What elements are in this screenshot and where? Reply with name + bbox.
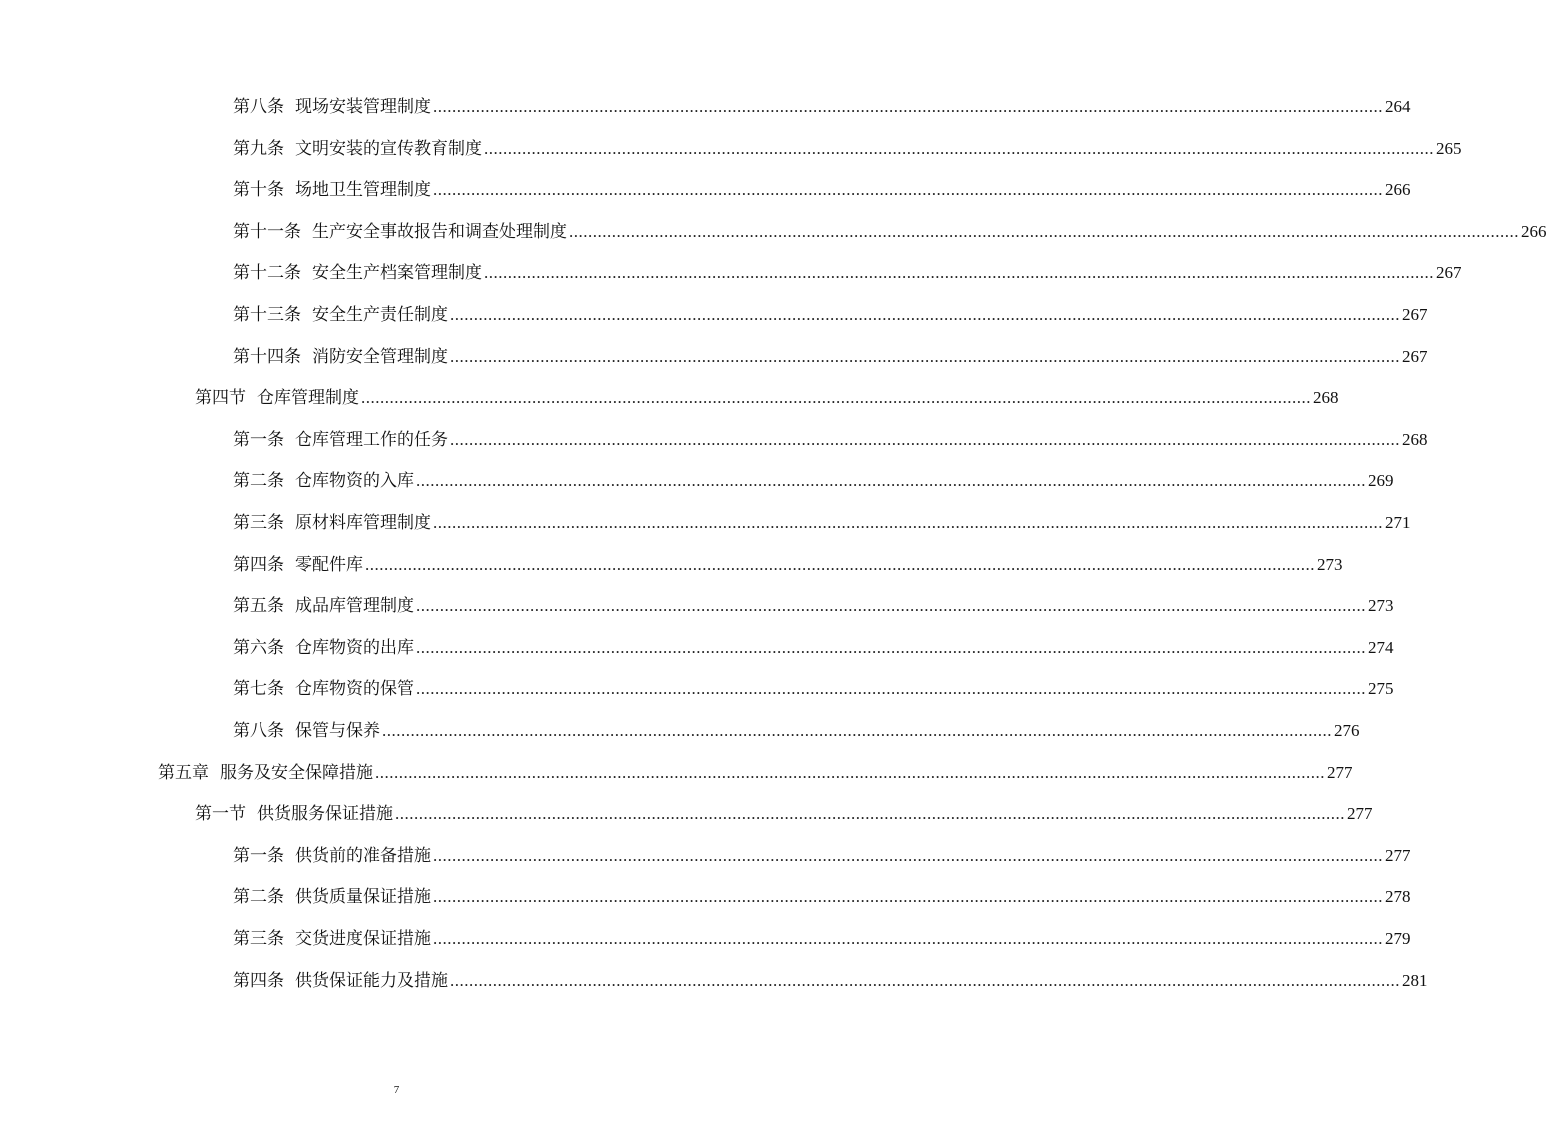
toc-entry-title: 生产安全事故报告和调查处理制度: [312, 221, 567, 242]
toc-entry-section[interactable]: [195, 383, 1339, 413]
toc-entry-title: 供货保证能力及措施: [295, 970, 448, 991]
toc-dot-leader: ........................................................................................................................................................................................................: [450, 305, 1400, 324]
toc-entry-number: 第二条: [233, 471, 284, 492]
toc-entry-article[interactable]: [233, 466, 1394, 496]
toc-entry-page: 267: [1436, 263, 1462, 283]
toc-dot-leader: ........................................................................................................................................................................................................: [416, 471, 1366, 491]
toc-entry-title: 安全生产责任制度: [312, 305, 448, 325]
toc-entry-page: 278: [1385, 887, 1411, 907]
toc-dot-leader: ........................................................................................................................................................................................................: [395, 804, 1345, 824]
toc-entry-number: 第三条: [233, 513, 284, 533]
toc-entry-article[interactable]: [233, 175, 1411, 205]
toc-entry-article[interactable]: [233, 633, 1394, 663]
toc-entry-title: 服务及安全保障措施: [220, 762, 373, 783]
toc-dot-leader: ........................................................................................................................................................................................................: [484, 138, 1434, 158]
toc-entry-title: 仓库物资的保管: [295, 679, 414, 700]
toc-entry-title: 原材料库管理制度: [295, 513, 431, 533]
toc-entry-page: 274: [1368, 637, 1394, 657]
toc-entry-page: 281: [1402, 970, 1428, 990]
toc-dot-leader: ........................................................................................................................................................................................................: [433, 513, 1383, 532]
toc-entry-title: 消防安全管理制度: [312, 346, 448, 367]
toc-entry-number: 第五条: [233, 596, 284, 617]
toc-entry-title: 供货质量保证措施: [295, 887, 431, 908]
toc-entry-page: 269: [1368, 471, 1394, 491]
toc-entry-title: 交货进度保证措施: [295, 929, 431, 949]
toc-entry-title: 现场安装管理制度: [295, 97, 431, 117]
toc-entry-title: 文明安装的宣传教育制度: [295, 138, 482, 159]
toc-entry-page: 276: [1334, 721, 1360, 740]
toc-dot-leader: ........................................................................................................................................................................................................: [433, 180, 1383, 200]
toc-entry-article[interactable]: [233, 550, 1343, 580]
toc-entry-article[interactable]: [233, 425, 1428, 455]
toc-entry-number: 第三条: [233, 929, 284, 949]
toc-entry-article[interactable]: [233, 591, 1394, 621]
toc-entry-article[interactable]: [233, 134, 1462, 164]
toc-entry-number: 第八条: [233, 721, 284, 741]
toc-dot-leader: ........................................................................................................................................................................................................: [450, 346, 1400, 366]
toc-entry-article[interactable]: [233, 674, 1394, 704]
toc-entry-page: 268: [1313, 388, 1339, 408]
toc-entry-page: 273: [1317, 554, 1343, 574]
toc-entry-page: 273: [1368, 596, 1394, 616]
toc-entry-number: 第四条: [233, 970, 284, 991]
toc-entry-article[interactable]: [233, 258, 1462, 288]
toc-entry-number: 第八条: [233, 97, 284, 117]
toc-entry-title: 保管与保养: [295, 721, 380, 741]
toc-entry-article[interactable]: [233, 882, 1411, 912]
toc-entry-title: 供货服务保证措施: [257, 804, 393, 825]
toc-entry-number: 第五章: [158, 762, 209, 783]
toc-entry-number: 第六条: [233, 637, 284, 658]
toc-entry-title: 仓库管理工作的任务: [295, 429, 448, 450]
toc-dot-leader: ........................................................................................................................................................................................................: [365, 554, 1315, 574]
toc-dot-leader: ........................................................................................................................................................................................................: [416, 637, 1366, 657]
toc-entry-article[interactable]: [233, 966, 1428, 996]
toc-entry-section[interactable]: [195, 799, 1373, 829]
toc-entry-title: 安全生产档案管理制度: [312, 263, 482, 284]
toc-dot-leader: ........................................................................................................................................................................................................: [375, 762, 1325, 782]
toc-entry-title: 供货前的准备措施: [295, 845, 431, 866]
toc-entry-number: 第十条: [233, 180, 284, 201]
toc-entry-page: 268: [1402, 429, 1428, 449]
toc-entry-article[interactable]: [233, 508, 1411, 538]
toc-entry-number: 第二条: [233, 887, 284, 908]
toc-entry-number: 第九条: [233, 138, 284, 159]
toc-entry-page: 271: [1385, 513, 1411, 532]
toc-dot-leader: ........................................................................................................................................................................................................: [433, 887, 1383, 907]
toc-dot-leader: ........................................................................................................................................................................................................: [433, 97, 1383, 116]
toc-dot-leader: ........................................................................................................................................................................................................: [484, 263, 1434, 283]
toc-entry-title: 仓库物资的出库: [295, 637, 414, 658]
toc-dot-leader: ........................................................................................................................................................................................................: [361, 388, 1311, 408]
toc-dot-leader: ........................................................................................................................................................................................................: [416, 679, 1366, 699]
toc-dot-leader: ........................................................................................................................................................................................................: [382, 721, 1332, 740]
page-number: 7: [393, 1084, 400, 1096]
toc-dot-leader: ........................................................................................................................................................................................................: [450, 429, 1400, 449]
toc-entry-page: 266: [1385, 180, 1411, 200]
toc-entry-article[interactable]: [233, 716, 1360, 746]
toc-entry-title: 零配件库: [295, 554, 363, 575]
toc-entry-number: 第七条: [233, 679, 284, 700]
toc-entry-article[interactable]: [233, 300, 1428, 330]
toc-entry-article[interactable]: [233, 92, 1411, 122]
toc-entry-number: 第十一条: [233, 221, 301, 242]
toc-entry-page: 277: [1327, 762, 1353, 782]
toc-entry-article[interactable]: [233, 841, 1411, 871]
toc-entry-number: 第十三条: [233, 305, 301, 325]
toc-entry-page: 265: [1436, 138, 1462, 158]
toc-entry-page: 267: [1402, 346, 1428, 366]
toc-entry-title: 仓库物资的入库: [295, 471, 414, 492]
toc-entry-number: 第十四条: [233, 346, 301, 367]
toc-entry-title: 成品库管理制度: [295, 596, 414, 617]
toc-entry-number: 第一条: [233, 429, 284, 450]
toc-entry-number: 第四节: [195, 388, 246, 409]
toc-dot-leader: ........................................................................................................................................................................................................: [569, 221, 1519, 241]
toc-entry-page: 266: [1521, 221, 1547, 241]
toc-entry-number: 第十二条: [233, 263, 301, 284]
toc-dot-leader: ........................................................................................................................................................................................................: [450, 970, 1400, 990]
toc-dot-leader: ........................................................................................................................................................................................................: [433, 845, 1383, 865]
toc-entry-page: 279: [1385, 929, 1411, 948]
toc-entry-page: 267: [1402, 305, 1428, 324]
toc-entry-page: 277: [1385, 845, 1411, 865]
toc-entry-title: 场地卫生管理制度: [295, 180, 431, 201]
toc-entry-number: 第一条: [233, 845, 284, 866]
toc-dot-leader: ........................................................................................................................................................................................................: [416, 596, 1366, 616]
toc-entry-article[interactable]: [233, 924, 1411, 954]
toc-entry-page: 277: [1347, 804, 1373, 824]
toc-dot-leader: ........................................................................................................................................................................................................: [433, 929, 1383, 948]
toc-entry-article[interactable]: [233, 217, 1547, 247]
toc-entry-page: 275: [1368, 679, 1394, 699]
toc-entry-chapter[interactable]: [158, 758, 1353, 788]
toc-entry-number: 第四条: [233, 554, 284, 575]
toc-entry-title: 仓库管理制度: [257, 388, 359, 409]
toc-entry-article[interactable]: [233, 342, 1428, 372]
toc-entry-page: 264: [1385, 97, 1411, 116]
toc-entry-number: 第一节: [195, 804, 246, 825]
